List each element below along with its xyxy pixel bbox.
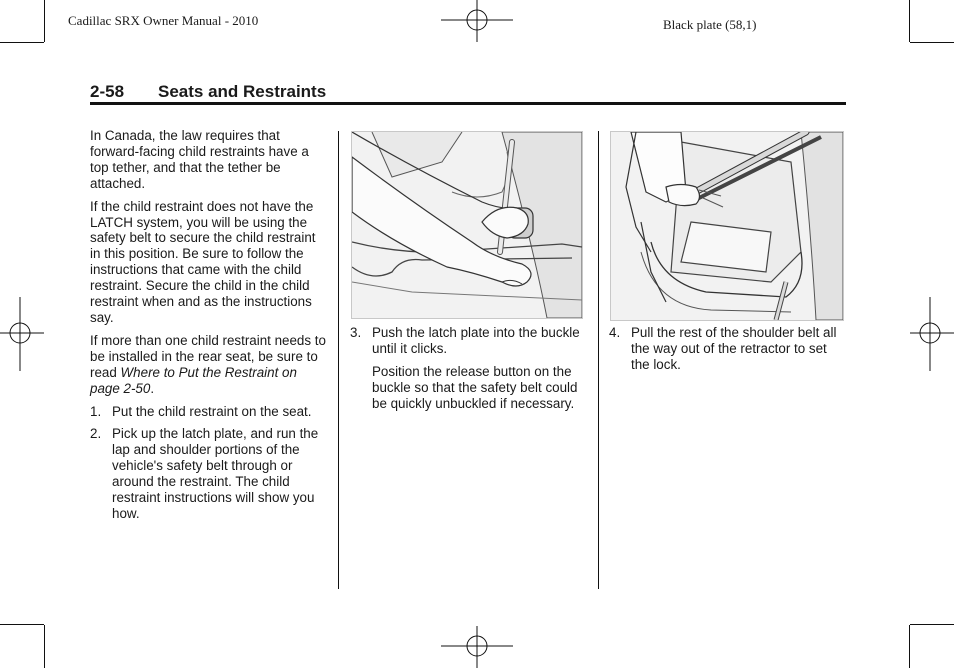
column-1 <box>90 128 328 529</box>
column-3 <box>609 325 845 380</box>
step-1-text: Put the child restraint on the seat. <box>112 403 312 419</box>
paragraph-canada-law: In Canada, the law requires that forward-facing child restraints have a top tether, and that the tether be attached. <box>90 128 309 191</box>
page-number: 2-58 <box>90 82 125 101</box>
registration-mark-bottom <box>441 626 513 668</box>
page-header <box>90 80 846 102</box>
step-2 <box>90 426 328 521</box>
registration-mark-right <box>910 297 954 371</box>
step-4 <box>609 325 845 373</box>
header-rule <box>90 102 846 105</box>
section-title: Seats and Restraints <box>158 82 327 101</box>
step-4-text: Pull the rest of the shoulder belt all the way out of the retractor to set the lock. <box>631 325 837 372</box>
step-3-release-button-note: Position the release button on the buckle so that the safety belt could be quickly unbuckled if necessary. <box>372 363 578 411</box>
column-divider-2 <box>598 131 599 589</box>
step-3-number: 3. <box>350 325 362 340</box>
paragraph-multiple-restraints: If more than one child restraint needs to be installed in the rear seat, be sure to read Where to Put the Restraint on page 2-50. <box>90 332 326 396</box>
registration-mark-top <box>441 0 513 42</box>
step-2-number: 2. <box>90 426 102 442</box>
plate-label-right: Black plate (58,1) <box>663 17 757 32</box>
paragraph-no-latch: If the child restraint does not have the LATCH system, you will be using the safety belt to secure the child restraint in this position. Be sure to follow the instructions that came with the child restraint. Secure the child in the child restraint when and as the instructions say. <box>90 198 316 325</box>
registration-mark-left <box>0 297 44 371</box>
step-1-number: 1. <box>90 403 102 419</box>
column-divider-1 <box>338 131 339 589</box>
step-1 <box>90 404 328 420</box>
column-2 <box>350 325 586 419</box>
step-3 <box>350 325 586 412</box>
step-2-text: Pick up the latch plate, and run the lap and shoulder portions of the vehicle's safety belt through or around the restraint. The child restraint instructions will show you how. <box>112 426 319 521</box>
illustration-pull-shoulder-belt <box>610 131 844 321</box>
step-4-number: 4. <box>609 325 621 340</box>
cross-reference-link[interactable]: Where to Put the Restraint on page 2-50 <box>90 364 297 396</box>
step-3-text: Push the latch plate into the buckle until it clicks. <box>372 325 580 356</box>
plate-label-left: Cadillac SRX Owner Manual - 2010 <box>68 13 259 28</box>
illustration-latch-plate-buckle <box>351 131 583 319</box>
